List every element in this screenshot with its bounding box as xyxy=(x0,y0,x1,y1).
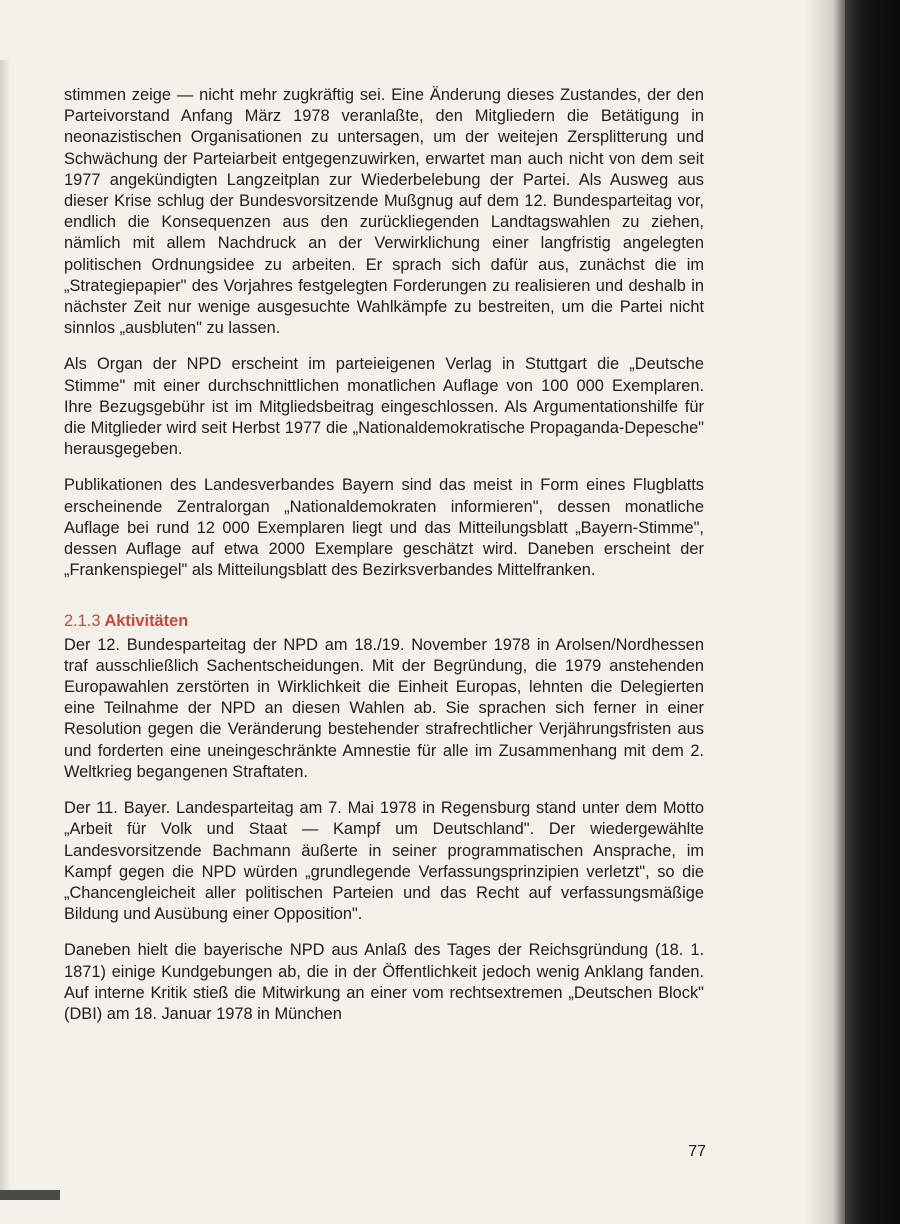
scan-edge-mark xyxy=(0,1190,60,1200)
book-spine xyxy=(845,0,900,1224)
paragraph-landesparteitag: Der 11. Bayer. Landesparteitag am 7. Mai 1978 in Regensburg stand unter dem Motto „Arbeit für Volk und Staat — Kampf um Deutschland". Der wiedergewählte Landesvorsitzende Bachmann äußerte in seiner programmatischen Ansprache, im Kampf gegen die NPD würden „grundlegende Verfassungsprinzipien verletzt", so die „Chancengleicheit aller politischen Parteien und das Recht auf verfassungsmäßige Bildung und Ausübung einer Opposition". xyxy=(64,799,704,924)
page-gutter-shadow xyxy=(805,0,845,1224)
page-left-edge-shadow xyxy=(0,60,10,1200)
section-title: Aktivitäten xyxy=(104,612,189,631)
paragraph-publikationen-bayern: Publikationen des Landesverbandes Bayern sind das meist in Form eines Flugblatts erscheinende Zentralorgan „Nationaldemokraten informieren", dessen monatliche Auflage bei rund 12 000 Exemplaren liegt und das Mitteilungsblatt „Bayern-Stimme", dessen Auflage auf etwa 2000 Exemplare geschätzt wird. Daneben erscheint der „Frankenspiegel" als Mitteilungsblatt des Bezirksverbandes Mittelfranken. xyxy=(64,476,704,580)
paragraph-krise: stimmen zeige — nicht mehr zugkräftig sei. Eine Änderung dieses Zustandes, der den Parteivorstand Anfang März 1978 veranlaßte, den Mitgliedern die Betätigung in neonazistischen Organisationen zu untersagen, um der weitejen Zersplitterung und Schwächung der Parteiarbeit entgegenzuwirken, erwartet man auch nicht von dem seit 1977 angekündigten Langzeitplan zur Wiederbelebung der Partei. Als Ausweg aus dieser Krise schlug der Bundesvorsitzende Mußgnug auf dem 12. Bundesparteitag vor, endlich die Konsequenzen aus den zurückliegenden Landtagswahlen zu ziehen, nämlich mit allem Nachdruck an der Verwirklichung einer langfristig angelegten politischen Ordnungsidee zu arbeiten. Er sprach sich dafür aus, zunächst die im „Strategiepapier" des Vorjahres festgelegten Forderungen zu realisieren und deshalb in nächster Zeit nur wenige ausgesuchte Wahlkämpfe zu bestreiten, um die Partei nicht sinnlos „ausbluten" zu lassen. xyxy=(64,86,704,338)
page-text xyxy=(64,85,704,1040)
paragraph-reichsgruendung: Daneben hielt die bayerische NPD aus Anlaß des Tages der Reichsgründung (18. 1. 1871) einige Kundgebungen ab, die in der Öffentlichkeit jedoch wenig Anklang fanden. Auf interne Kritik stieß die Mitwirkung an einer vom rechtsextremen „Deutschen Block" (DBI) am 18. Januar 1978 in München xyxy=(64,941,704,1023)
section-heading xyxy=(64,611,704,632)
section-number: 2.1.3 xyxy=(64,612,101,631)
page-number: 77 xyxy=(688,1143,706,1160)
paragraph-deutsche-stimme: Als Organ der NPD erscheint im parteieigenen Verlag in Stuttgart die „Deutsche Stimme" mit einer durchschnittlichen monatlichen Auflage von 100 000 Exemplaren. Ihre Bezugsgebühr ist im Mitgliedsbeitrag eingeschlossen. Als Argumentationshilfe für die Mitglieder wird seit Herbst 1977 die „Nationaldemokratische Propaganda-Depesche" herausgegeben. xyxy=(64,355,704,459)
paragraph-bundesparteitag: Der 12. Bundesparteitag der NPD am 18./19. November 1978 in Arolsen/Nordhessen traf ausschließlich Sachentscheidungen. Mit der Begründung, die 1979 anstehenden Europawahlen zerstörten in Wirklichkeit die Einheit Europas, lehnten die Delegierten eine Teilnahme der NPD an diesen Wahlen ab. Sie sprachen sich ferner in einer Resolution gegen die Veränderung bestehender strafrechtlicher Verjährungsfristen aus und forderten eine uneingeschränkte Amnestie für alle im Zusammenhang mit dem 2. Weltkrieg begangenen Straftaten. xyxy=(64,635,704,781)
